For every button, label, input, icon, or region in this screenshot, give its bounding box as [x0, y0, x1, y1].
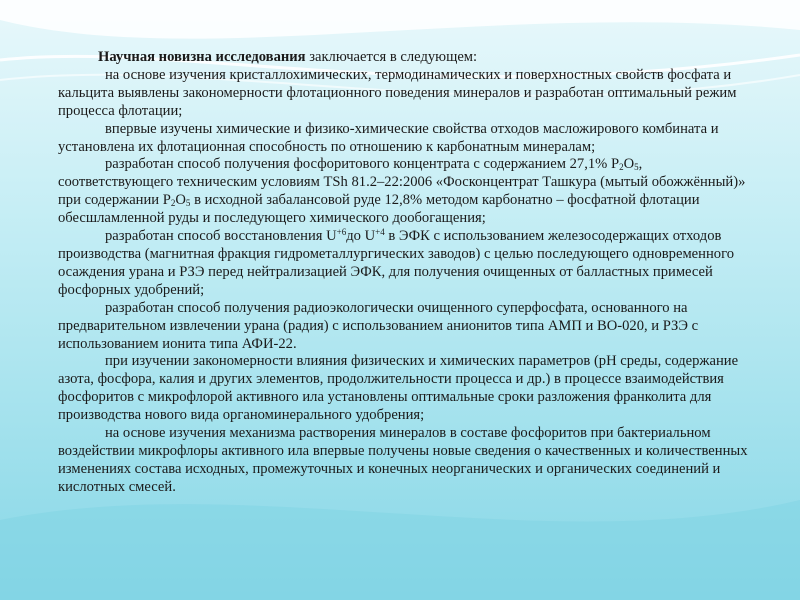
paragraph-4: [58, 228, 748, 300]
paragraph-6: при изучении закономерности влияния физических и химических параметров (рН среды, содержание азота, фосфора, калия и других элементов, продолжительности процесса и др.) в процессе взаимодействия фосфоритов с микрофлорой активного ила установлены оптимальные сроки разложения франколита для производства нового вида органоминерального удобрения;: [58, 353, 739, 424]
p3-sub-2: 5: [634, 162, 639, 173]
slide-text: [58, 49, 748, 497]
p4-text-a: разработан способ восстановления U: [105, 228, 337, 245]
p3-text-b: О: [623, 156, 635, 173]
p4-sup-1: +6: [336, 227, 347, 238]
paragraph-7: на основе изучения механизма растворения минералов в составе фосфоритов при бактериальном воздействии микрофлоры активного ила впервые получены новые сведения о качественных и количественных изменениях состава исходных, промежуточных и конечных неорганических и органических соединений и кислотных смесей.: [58, 425, 748, 495]
p4-sup-2: +4: [375, 227, 385, 238]
p3-text-c: , соответствующего техническим условиям TSh 81.2–22:2006 «Фосконцентрат Ташкура (мытый обожжённый)» при содержании Р: [58, 156, 746, 209]
paragraph-1: на основе изучения кристаллохимических, термодинамических и поверхностных свойств фосфата и кальцита выявлены закономерности флотационного поведения минералов и разработан оптимальный режим процесса флотации;: [58, 66, 737, 119]
paragraph-2: впервые изучены химические и физико-химические свойства отходов масложирового комбината и установлена их флотационная способность по отношению к карбонатным минералам;: [58, 120, 719, 155]
heading: [58, 49, 748, 67]
p3-text-e: в исходной забалансовой руде 12,8% методом карбонатно – фосфатной флотации обесшламленной руды и последующего химического дообогащения;: [58, 192, 700, 227]
p3-text-d: О: [175, 192, 186, 209]
p4-text-b: до U: [346, 228, 376, 245]
p3-sub-3: 2: [170, 198, 176, 209]
p3-text-a: разработан способ получения фосфоритового концентрата с содержанием 27,1% Р: [105, 156, 620, 173]
heading-rest: заключается в следующем:: [305, 49, 478, 65]
p3-sub-1: 2: [619, 162, 624, 173]
paragraph-5: разработан способ получения радиоэкологически очищенного суперфосфата, основанного на предварительном извлечении урана (радия) с использованием анионитов типа АМП и ВО-020, и РЗЭ с использованием ионита типа АФИ-22.: [58, 299, 699, 352]
p3-sub-4: 5: [185, 198, 191, 209]
paragraph-3: [58, 156, 748, 228]
p4-text-c: в ЭФК с использованием железосодержащих отходов производства (магнитная фракция гидрометаллургических заводов) с целью последующего одновременного осаждения урана и РЗЭ перед нейтрализацией ЭФК, для получения очищенных от балластных примесей фосфорных удобрений;: [58, 228, 735, 298]
heading-bold: Научная новизна исследования: [98, 49, 306, 65]
